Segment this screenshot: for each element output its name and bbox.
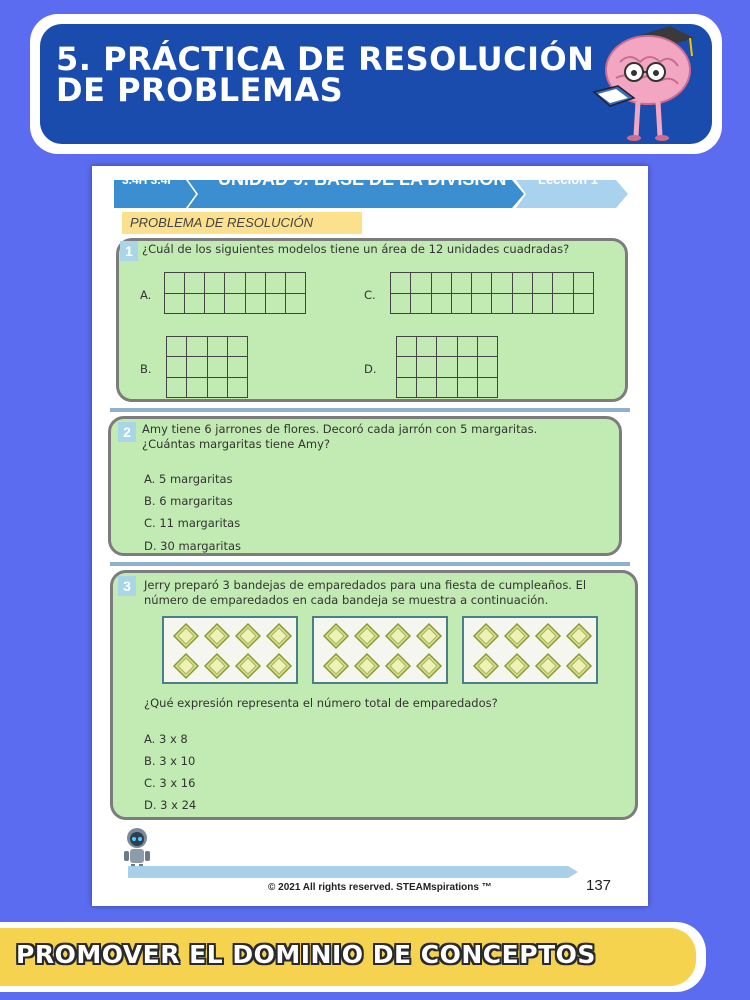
divider-1 (110, 408, 630, 412)
sandwich-icon (322, 622, 350, 650)
question-2-text (142, 422, 612, 452)
page-title (56, 40, 596, 109)
question-2-text-line1: Amy tiene 6 jarrones de flores. Decoró cada jarrón con 5 margaritas. (142, 422, 538, 436)
sandwich-icon (234, 652, 262, 680)
lesson-label: Lección 1 (538, 172, 598, 187)
q1-option-b-label: B. (140, 362, 152, 376)
page-title-line2: DE PROBLEMAS (56, 71, 344, 109)
sandwich-icon (415, 652, 443, 680)
sandwich-icon (415, 622, 443, 650)
sandwich-icon (203, 622, 231, 650)
sandwich-icon (503, 652, 531, 680)
q3-option-b: B. 3 x 10 (144, 754, 196, 768)
question-3-number: 3 (118, 576, 136, 596)
page-number: 137 (586, 877, 612, 894)
q1-option-d-grid (396, 336, 498, 398)
section-label: PROBLEMA DE RESOLUCIÓN (122, 212, 362, 234)
q2-option-d: D. 30 margaritas (144, 539, 242, 553)
q3-option-c: C. 3 x 16 (144, 776, 196, 790)
page-title-line1: 5. PRÁCTICA DE RESOLUCIÓN (56, 40, 595, 78)
q1-option-c-grid (390, 272, 594, 314)
q3-option-a: A. 3 x 8 (144, 732, 188, 746)
divider-2 (110, 562, 630, 566)
sandwich-icon (172, 652, 200, 680)
footer-bar (128, 866, 578, 878)
question-1-number: 1 (120, 241, 138, 261)
sandwich-icon (565, 622, 593, 650)
question-1-text: ¿Cuál de los siguientes modelos tiene un área de 12 unidades cuadradas? (142, 242, 570, 256)
question-3-prompt: ¿Qué expresión representa el número total de emparedados? (144, 696, 498, 710)
sandwich-icon (503, 622, 531, 650)
sandwich-trays (162, 616, 602, 686)
sandwich-icon (322, 652, 350, 680)
question-3-text (144, 578, 630, 608)
sandwich-icon (172, 622, 200, 650)
sandwich-icon (353, 652, 381, 680)
sandwich-tray (312, 616, 448, 684)
question-3-text-line1: Jerry preparó 3 bandejas de emparedados para una fiesta de cumpleaños. El (144, 578, 587, 592)
question-2-number: 2 (118, 422, 136, 442)
sandwich-icon (384, 622, 412, 650)
bottom-banner-text: PROMOVER EL DOMINIO DE CONCEPTOS (16, 940, 596, 969)
sandwich-icon (384, 652, 412, 680)
sandwich-icon (234, 622, 262, 650)
q2-option-c: C. 11 margaritas (144, 516, 241, 530)
question-2-text-line2: ¿Cuántas margaritas tiene Amy? (142, 437, 330, 451)
q1-option-a-label: A. (140, 288, 152, 302)
unit-title: UNIDAD 9: BASE DE LA DIVISIÓN (218, 169, 507, 189)
standards-label: 3.4H 3.4I (122, 173, 171, 187)
question-3-text-line2: número de emparedados en cada bandeja se muestra a continuación. (144, 593, 549, 607)
sandwich-icon (565, 652, 593, 680)
q1-option-c-label: C. (364, 288, 376, 302)
copyright-text: © 2021 All rights reserved. STEAMspirations ™ (268, 882, 492, 893)
q1-option-d-label: D. (364, 362, 377, 376)
sandwich-icon (472, 622, 500, 650)
sandwich-tray (162, 616, 298, 684)
sandwich-tray (462, 616, 598, 684)
q1-option-b-grid (166, 336, 248, 398)
q2-option-b: B. 6 margaritas (144, 494, 233, 508)
brain-reading-icon (590, 26, 700, 142)
q3-option-d: D. 3 x 24 (144, 798, 197, 812)
sandwich-icon (265, 622, 293, 650)
sandwich-icon (534, 622, 562, 650)
sandwich-icon (472, 652, 500, 680)
sandwich-icon (265, 652, 293, 680)
q1-option-a-grid (164, 272, 306, 314)
q2-option-a: A. 5 margaritas (144, 472, 233, 486)
worksheet-page (92, 166, 648, 906)
sandwich-icon (534, 652, 562, 680)
sandwich-icon (353, 622, 381, 650)
sandwich-icon (203, 652, 231, 680)
